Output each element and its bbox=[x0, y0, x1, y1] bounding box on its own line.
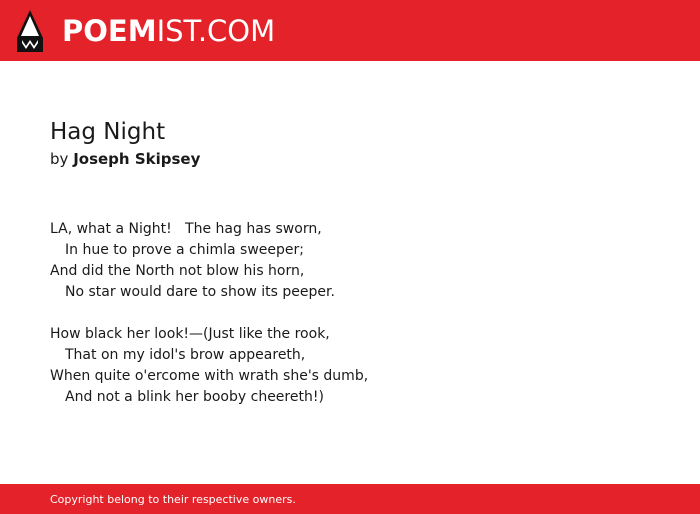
poem-line: How black her look!—(Just like the rook, bbox=[50, 326, 330, 342]
poem-line: LA, what a Night! The hag has sworn, bbox=[50, 221, 322, 237]
poem-line: And not a blink her booby cheereth!) bbox=[65, 389, 324, 405]
byline-prefix: by bbox=[50, 150, 69, 168]
site-logo-text bbox=[62, 14, 275, 48]
copyright-text: Copyright belong to their respective owners. bbox=[50, 493, 296, 506]
poem-line: And did the North not blow his horn, bbox=[50, 263, 305, 279]
byline bbox=[50, 149, 200, 169]
stanza bbox=[50, 219, 650, 303]
poem-line: That on my idol's brow appeareth, bbox=[65, 347, 306, 363]
poem-line: When quite o'ercome with wrath she's dumb, bbox=[50, 368, 369, 384]
poem-title: Hag Night bbox=[50, 119, 166, 145]
brand-light: IST.COM bbox=[156, 14, 276, 48]
poem-line: In hue to prove a chimla sweeper; bbox=[65, 242, 305, 258]
brand-bold: POEM bbox=[62, 14, 157, 48]
author-link[interactable]: Joseph Skipsey bbox=[73, 150, 201, 168]
stanza bbox=[50, 324, 650, 408]
site-footer bbox=[0, 484, 700, 514]
site-header bbox=[0, 0, 700, 61]
poem-body bbox=[50, 219, 650, 429]
pencil-icon bbox=[17, 10, 43, 52]
poem-line: No star would dare to show its peeper. bbox=[65, 284, 335, 300]
